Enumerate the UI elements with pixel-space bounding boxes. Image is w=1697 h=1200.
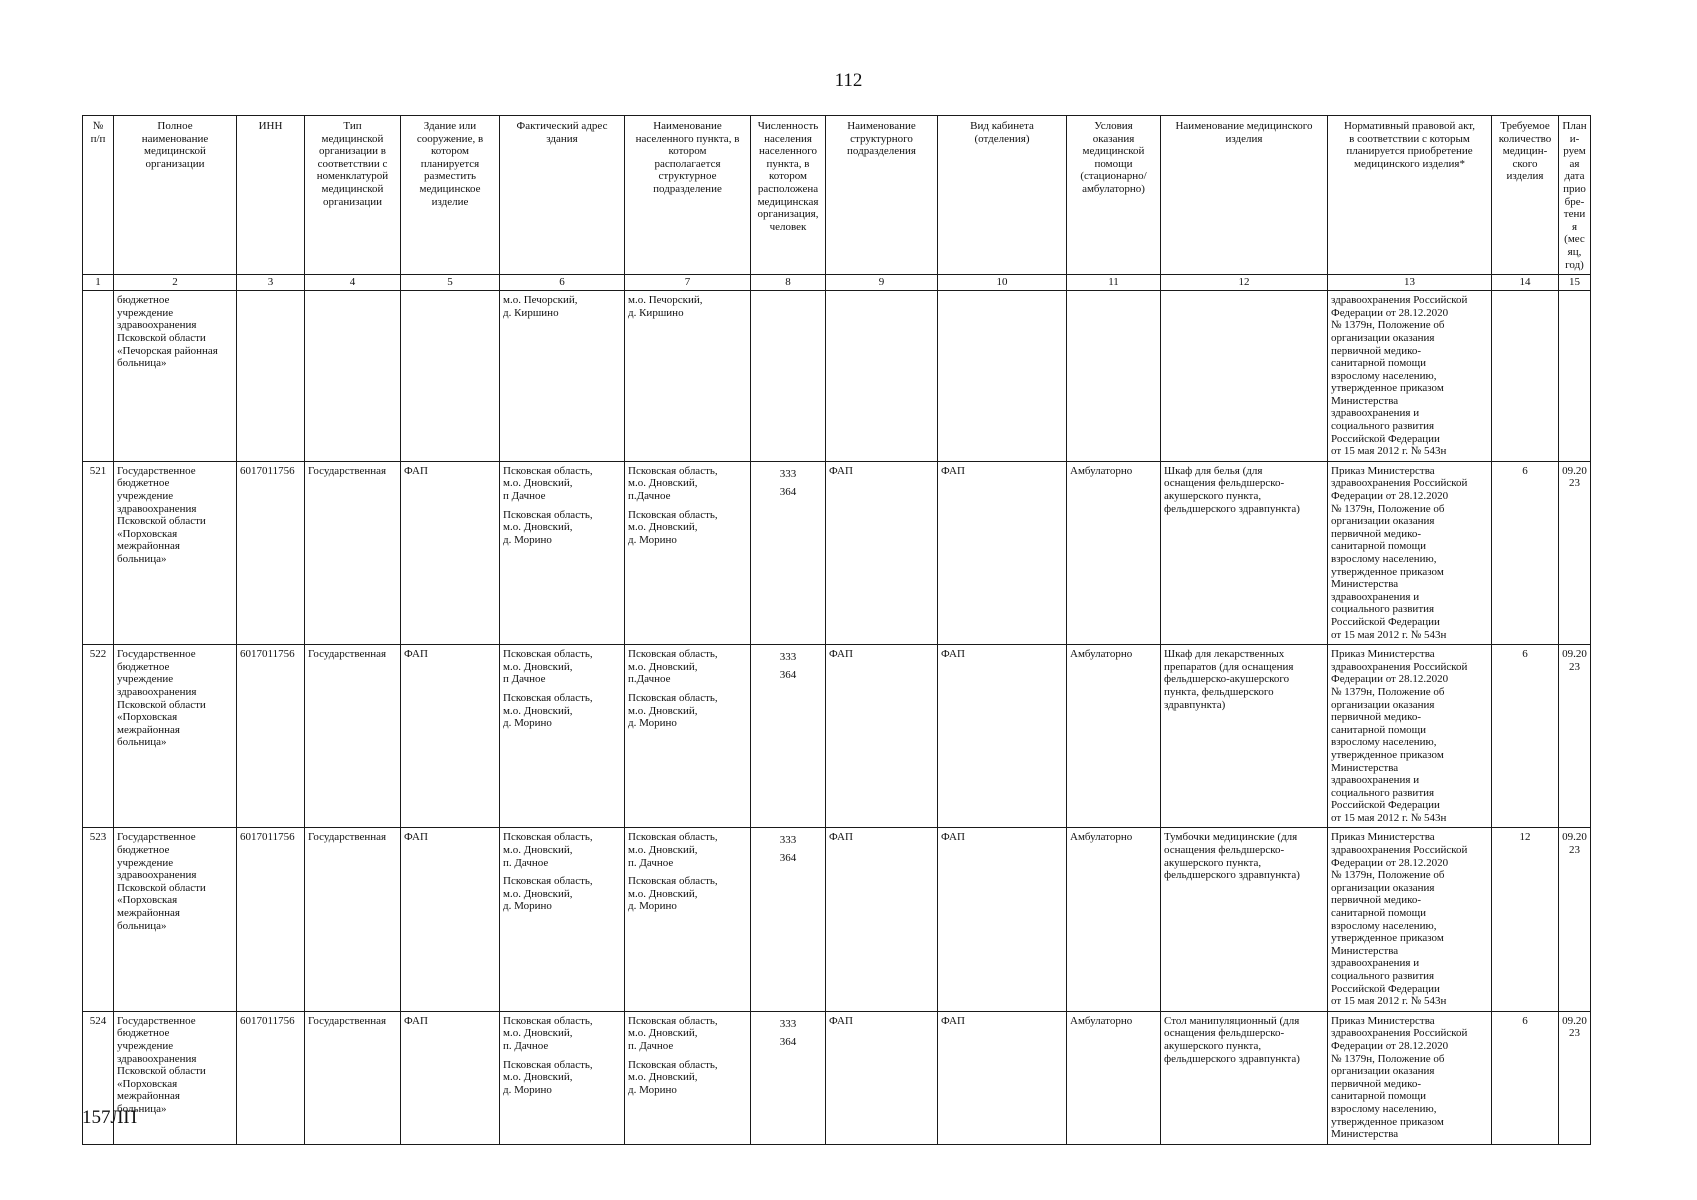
device-cell: Стол манипуляционный (для оснащения фельдшерско- акушерского пункта, фельдшерского здравпункта) bbox=[1161, 1011, 1328, 1144]
unit-cell bbox=[826, 291, 938, 462]
address-line: Псковская область, м.о. Дновский, д. Морино bbox=[503, 691, 593, 730]
column-number: 13 bbox=[1328, 275, 1492, 291]
date-cell: 09.2023 bbox=[1559, 828, 1591, 1011]
quantity-cell bbox=[1492, 291, 1559, 462]
org-type-cell bbox=[305, 291, 401, 462]
cabinet-cell: ФАП bbox=[938, 828, 1067, 1011]
column-header: Условия оказания медицинской помощи (стационарно/ амбулаторно) bbox=[1067, 116, 1161, 275]
address-cell bbox=[500, 461, 625, 644]
settlement-cell bbox=[625, 461, 751, 644]
unit-cell: ФАП bbox=[826, 1011, 938, 1144]
address-cell bbox=[500, 645, 625, 828]
table-row-continuation bbox=[83, 291, 1591, 462]
row-number-cell: 521 bbox=[83, 461, 114, 644]
cabinet-cell: ФАП bbox=[938, 1011, 1067, 1144]
inn-cell: 6017011756 bbox=[237, 645, 305, 828]
settlement-line: Псковская область, м.о. Дновский, п. Дачное bbox=[628, 831, 718, 869]
address-line: Псковская область, м.о. Дновский, д. Морино bbox=[503, 1058, 593, 1096]
device-cell: Шкаф для белья (для оснащения фельдшерско- акушерского пункта, фельдшерского здравпункта) bbox=[1161, 461, 1328, 644]
regulation-cell: Приказ Министерства здравоохранения Российской Федерации от 28.12.2020 № 1379н, Положение об организации оказания первичной медико- санитарной помощи взрослому населению, утвержденное приказом Министерства bbox=[1328, 1011, 1492, 1144]
device-cell bbox=[1161, 291, 1328, 462]
column-header: Наименование населенного пункта, в котором располагается структурное подразделение bbox=[625, 116, 751, 275]
column-number: 9 bbox=[826, 275, 938, 291]
column-header: Наименование медицинского изделия bbox=[1161, 116, 1328, 275]
conditions-cell bbox=[1067, 291, 1161, 462]
unit-cell: ФАП bbox=[826, 645, 938, 828]
organization-cell: Государственное бюджетное учреждение здравоохранения Псковской области «Порховская межрайонная больница» bbox=[114, 828, 237, 1011]
address-line: Псковская область, м.о. Дновский, п Дачное bbox=[503, 464, 593, 503]
organization-cell: Государственное бюджетное учреждение здравоохранения Псковской области «Порховская межрайонная больница» bbox=[114, 645, 237, 828]
population-cell: 333 364 bbox=[751, 461, 826, 644]
settlement-line: Псковская область, м.о. Дновский, д. Морино bbox=[628, 508, 718, 546]
column-header: Требуемое количество медицин- ского изделия bbox=[1492, 116, 1559, 275]
inn-cell: 6017011756 bbox=[237, 1011, 305, 1144]
regulation-cell: здравоохранения Российской Федерации от 28.12.2020 № 1379н, Положение об организации оказания первичной медико- санитарной помощи взрослому населению, утвержденное приказом Министерства здравоохранения и социального развития Российской Федерации от 15 мая 2012 г. № 543н bbox=[1328, 291, 1492, 462]
building-cell: ФАП bbox=[401, 828, 500, 1011]
date-cell: 09.2023 bbox=[1559, 1011, 1591, 1144]
regulation-cell: Приказ Министерства здравоохранения Российской Федерации от 28.12.2020 № 1379н, Положение об организации оказания первичной медико- санитарной помощи взрослому населению, утвержденное приказом Министерства здравоохранения и социального развития Российской Федерации от 15 мая 2012 г. № 543н bbox=[1328, 461, 1492, 644]
org-type-cell: Государственная bbox=[305, 461, 401, 644]
org-type-cell: Государственная bbox=[305, 828, 401, 1011]
column-number: 2 bbox=[114, 275, 237, 291]
medical-devices-table bbox=[82, 115, 1591, 1145]
settlement-line: Псковская область, м.о. Дновский, д. Морино bbox=[628, 691, 718, 730]
column-number: 1 bbox=[83, 275, 114, 291]
column-header: Вид кабинета (отделения) bbox=[938, 116, 1067, 275]
column-number: 5 bbox=[401, 275, 500, 291]
organization-cell: бюджетное учреждение здравоохранения Псковской области «Печорская районная больница» bbox=[114, 291, 237, 462]
unit-cell: ФАП bbox=[826, 461, 938, 644]
column-header: Полное наименование медицинской организации bbox=[114, 116, 237, 275]
inn-cell: 6017011756 bbox=[237, 461, 305, 644]
address-line: Псковская область, м.о. Дновский, п Дачное bbox=[503, 648, 593, 686]
cabinet-cell bbox=[938, 291, 1067, 462]
inn-cell: 6017011756 bbox=[237, 828, 305, 1011]
conditions-cell: Амбулаторно bbox=[1067, 461, 1161, 644]
settlement-line: Псковская область, м.о. Дновский, д. Морино bbox=[628, 875, 718, 913]
column-number: 11 bbox=[1067, 275, 1161, 291]
inn-cell bbox=[237, 291, 305, 462]
population-cell: 333 364 bbox=[751, 828, 826, 1011]
row-number-cell: 522 bbox=[83, 645, 114, 828]
column-header: Здание или сооружение, в котором планируется разместить медицинское изделие bbox=[401, 116, 500, 275]
column-header: Фактический адрес здания bbox=[500, 116, 625, 275]
building-cell: ФАП bbox=[401, 461, 500, 644]
settlement-line: Псковская область, м.о. Дновский, п.Дачное bbox=[628, 648, 718, 686]
row-number-cell: 524 bbox=[83, 1011, 114, 1144]
date-cell bbox=[1559, 291, 1591, 462]
regulation-cell: Приказ Министерства здравоохранения Российской Федерации от 28.12.2020 № 1379н, Положение об организации оказания первичной медико- санитарной помощи взрослому населению, утвержденное приказом Министерства здравоохранения и социального развития Российской Федерации от 15 мая 2012 г. № 543н bbox=[1328, 645, 1492, 828]
column-header: Плани- руемая дата приобре- тения (месяц, год) bbox=[1559, 116, 1591, 275]
unit-cell: ФАП bbox=[826, 828, 938, 1011]
settlement-line: Псковская область, м.о. Дновский, п. Дачное bbox=[628, 1014, 718, 1052]
settlement-cell bbox=[625, 1011, 751, 1144]
column-header: Тип медицинской организации в соответствии с номенклатурой медицинской организации bbox=[305, 116, 401, 275]
building-cell: ФАП bbox=[401, 645, 500, 828]
column-number: 7 bbox=[625, 275, 751, 291]
column-header: ИНН bbox=[237, 116, 305, 275]
column-number: 4 bbox=[305, 275, 401, 291]
column-number: 14 bbox=[1492, 275, 1559, 291]
row-number-cell: 523 bbox=[83, 828, 114, 1011]
address-cell bbox=[500, 1011, 625, 1144]
column-number: 3 bbox=[237, 275, 305, 291]
cabinet-cell: ФАП bbox=[938, 645, 1067, 828]
cabinet-cell: ФАП bbox=[938, 461, 1067, 644]
population-cell bbox=[751, 291, 826, 462]
column-header: Численность населения населенного пункта, в котором расположена медицинская организация, человек bbox=[751, 116, 826, 275]
document-code: 157ЛП bbox=[82, 1107, 138, 1128]
building-cell: ФАП bbox=[401, 1011, 500, 1144]
table-row bbox=[83, 645, 1591, 828]
device-cell: Шкаф для лекарственных препаратов (для оснащения фельдшерско-акушерского пункта, фельдшерского здравпункта) bbox=[1161, 645, 1328, 828]
date-cell: 09.2023 bbox=[1559, 461, 1591, 644]
column-number-row bbox=[83, 275, 1591, 291]
address-line: Псковская область, м.о. Дновский, д. Морино bbox=[503, 875, 593, 913]
date-cell: 09.2023 bbox=[1559, 645, 1591, 828]
org-type-cell: Государственная bbox=[305, 1011, 401, 1144]
quantity-cell: 6 bbox=[1492, 461, 1559, 644]
address-line: Псковская область, м.о. Дновский, п. Дачное bbox=[503, 831, 593, 869]
building-cell bbox=[401, 291, 500, 462]
conditions-cell: Амбулаторно bbox=[1067, 645, 1161, 828]
settlement-line: Псковская область, м.о. Дновский, д. Морино bbox=[628, 1058, 718, 1096]
column-header: № п/п bbox=[83, 116, 114, 275]
population-cell: 333 364 bbox=[751, 645, 826, 828]
column-number: 8 bbox=[751, 275, 826, 291]
org-type-cell: Государственная bbox=[305, 645, 401, 828]
table-row bbox=[83, 461, 1591, 644]
column-number: 10 bbox=[938, 275, 1067, 291]
quantity-cell: 6 bbox=[1492, 1011, 1559, 1144]
address-line: Псковская область, м.о. Дновский, д. Морино bbox=[503, 508, 593, 546]
address-cell bbox=[500, 828, 625, 1011]
column-number: 6 bbox=[500, 275, 625, 291]
device-cell: Тумбочки медицинские (для оснащения фельдшерско- акушерского пункта, фельдшерского здравпункта) bbox=[1161, 828, 1328, 1011]
quantity-cell: 6 bbox=[1492, 645, 1559, 828]
organization-cell: Государственное бюджетное учреждение здравоохранения Псковской области «Порховская межрайонная больница» bbox=[114, 1011, 237, 1144]
regulation-cell: Приказ Министерства здравоохранения Российской Федерации от 28.12.2020 № 1379н, Положение об организации оказания первичной медико- санитарной помощи взрослому населению, утвержденное приказом Министерства здравоохранения и социального развития Российской Федерации от 15 мая 2012 г. № 543н bbox=[1328, 828, 1492, 1011]
table-row bbox=[83, 828, 1591, 1011]
conditions-cell: Амбулаторно bbox=[1067, 1011, 1161, 1144]
settlement-cell bbox=[625, 828, 751, 1011]
quantity-cell: 12 bbox=[1492, 828, 1559, 1011]
address-cell: м.о. Печорский, д. Киршино bbox=[500, 291, 625, 462]
row-number-cell bbox=[83, 291, 114, 462]
organization-cell: Государственное бюджетное учреждение здравоохранения Псковской области «Порховская межрайонная больница» bbox=[114, 461, 237, 644]
column-header: Наименование структурного подразделения bbox=[826, 116, 938, 275]
column-number: 15 bbox=[1559, 275, 1591, 291]
settlement-cell bbox=[625, 645, 751, 828]
conditions-cell: Амбулаторно bbox=[1067, 828, 1161, 1011]
header-row bbox=[83, 116, 1591, 275]
page-number: 112 bbox=[834, 70, 863, 91]
settlement-line: Псковская область, м.о. Дновский, п.Дачное bbox=[628, 464, 718, 503]
table-row bbox=[83, 1011, 1591, 1144]
population-cell: 333 364 bbox=[751, 1011, 826, 1144]
address-line: Псковская область, м.о. Дновский, п. Дачное bbox=[503, 1014, 593, 1052]
settlement-cell: м.о. Печорский, д. Киршино bbox=[625, 291, 751, 462]
column-header: Нормативный правовой акт, в соответствии с которым планируется приобретение медицинского изделия* bbox=[1328, 116, 1492, 275]
column-number: 12 bbox=[1161, 275, 1328, 291]
